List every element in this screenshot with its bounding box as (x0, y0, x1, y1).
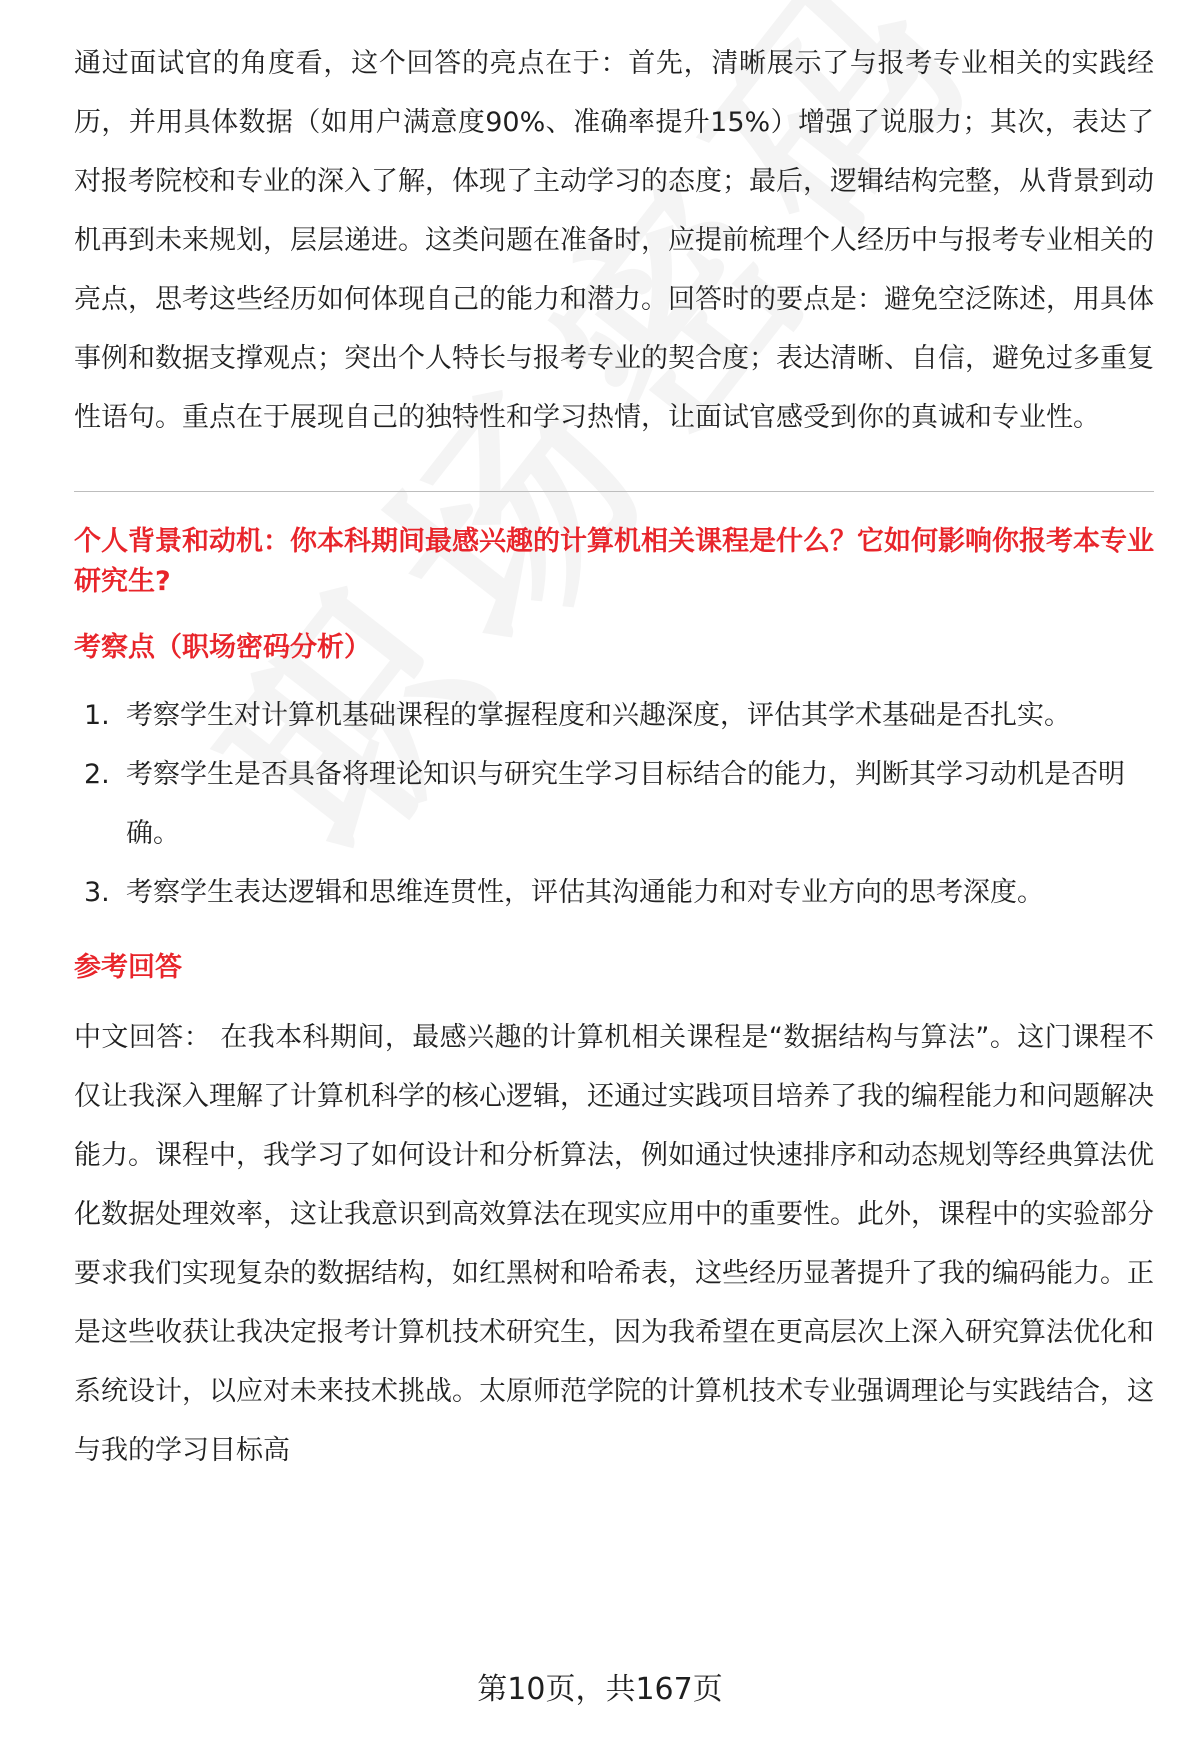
list-number: 2. (84, 759, 110, 790)
list-number: 1. (84, 700, 110, 731)
answer-heading: 参考回答 (74, 952, 182, 983)
examine-heading: 考察点（职场密码分析） (74, 632, 371, 663)
list-item-text: 考察学生是否具备将理论知识与研究生学习目标结合的能力，判断其学习动机是否明确。 (126, 759, 1125, 849)
examine-points-list (74, 686, 1154, 922)
intro-paragraph: 通过面试官的角度看，这个回答的亮点在于：首先，清晰展示了与报考专业相关的实践经历，并用具体数据（如用户满意度90%、准确率提升15%）增强了说服力；其次，表达了对报考院校和专业的深入了解，体现了主动学习的态度；最后，逻辑结构完整，从背景到动机再到未来规划，层层递进。这类问题在准备时，应提前梳理个人经历中与报考专业相关的亮点，思考这些经历如何体现自己的能力和潜力。回答时的要点是：避免空泛陈述，用具体事例和数据支撑观点；突出个人特长与报考专业的契合度；表达清晰、自信，避免过多重复性语句。重点在于展现自己的独特性和学习热情，让面试官感受到你的真诚和专业性。 (74, 48, 1154, 433)
list-item (74, 863, 1154, 922)
page-footer: 第10页，共167页 (477, 1672, 723, 1707)
question-title: 个人背景和动机：你本科期间最感兴趣的计算机相关课程是什么？它如何影响你报考本专业研究生? (74, 526, 1154, 597)
answer-paragraph: 中文回答： 在我本科期间，最感兴趣的计算机相关课程是“数据结构与算法”。这门课程不仅让我深入理解了计算机科学的核心逻辑，还通过实践项目培养了我的编程能力和问题解决能力。课程中，我学习了如何设计和分析算法，例如通过快速排序和动态规划等经典算法优化数据处理效率，这让我意识到高效算法在现实应用中的重要性。此外，课程中的实验部分要求我们实现复杂的数据结构，如红黑树和哈希表，这些经历显著提升了我的编码能力。正是这些收获让我决定报考计算机技术研究生，因为我希望在更高层次上深入研究算法优化和系统设计，以应对未来技术挑战。太原师范学院的计算机技术专业强调理论与实践结合，这与我的学习目标高 (74, 1022, 1154, 1466)
list-item-text: 考察学生表达逻辑和思维连贯性，评估其沟通能力和对专业方向的思考深度。 (126, 877, 1044, 908)
page-content (74, 34, 1154, 1480)
list-number: 3. (84, 877, 110, 908)
list-item-text: 考察学生对计算机基础课程的掌握程度和兴趣深度，评估其学术基础是否扎实。 (126, 700, 1071, 731)
list-item (74, 686, 1154, 745)
list-item (74, 745, 1154, 863)
section-divider (74, 491, 1154, 492)
